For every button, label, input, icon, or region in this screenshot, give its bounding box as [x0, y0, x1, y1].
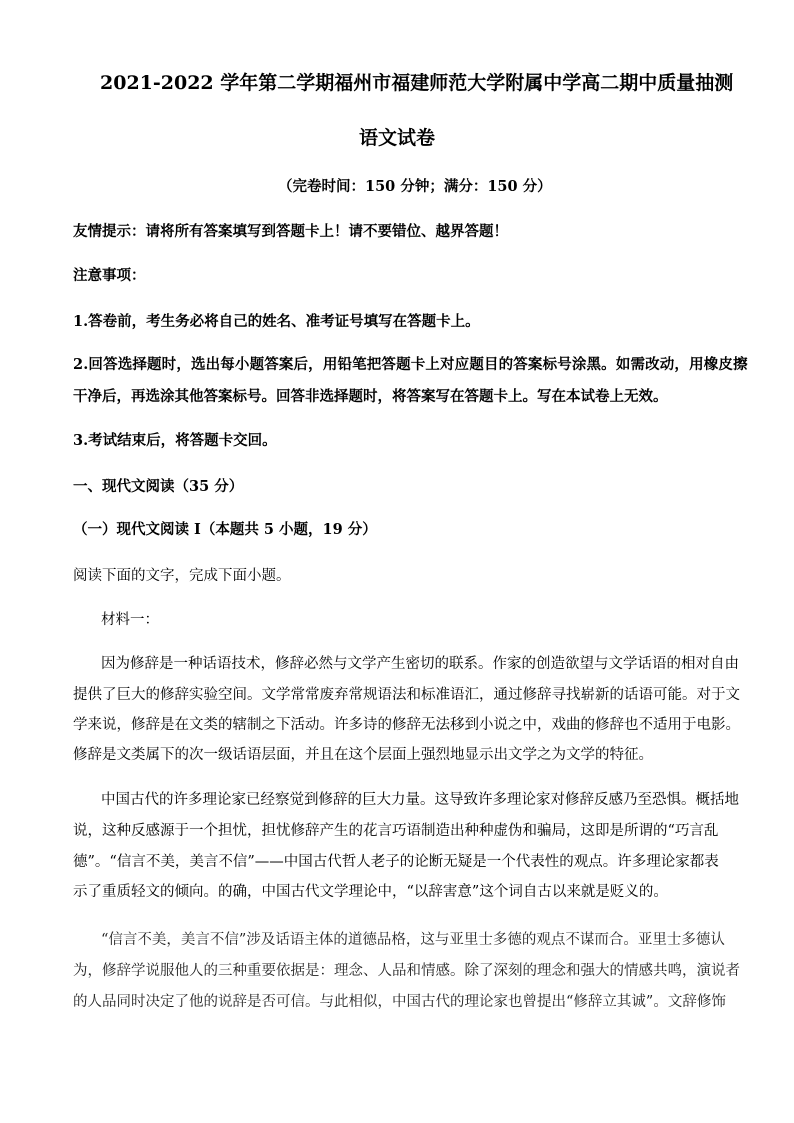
reminder-text: 友情提示：请将所有答案填写到答题卡上！请不要错位、越界答题！	[73, 223, 508, 240]
paragraph-2-line-3: 德”。“信言不美，美言不信”——中国古代哲人老子的论断无疑是一个代表性的观点。许多理论家都表	[73, 854, 719, 870]
section-heading: 一、现代文阅读（35 分）	[73, 478, 244, 495]
time-note: （完卷时间：150 分钟；满分：150 分）	[278, 178, 552, 195]
note-item-3: 3.考试结束后，将答题卡交回。	[73, 432, 277, 449]
note-item-1: 1.答卷前，考生务必将自己的姓名、准考证号填写在答题卡上。	[73, 313, 480, 330]
paragraph-1-line-3: 学来说，修辞是在文类的辖制之下活动。许多诗的修辞无法移到小说之中，戏曲的修辞也不适用于电影。	[73, 717, 740, 733]
section-subheading: （一）现代文阅读 I（本题共 5 小题，19 分）	[73, 521, 377, 538]
paragraph-2-line-4: 示了重质轻文的倾向。的确，中国古代文学理论中，“以辞害意”这个词自古以来就是贬义的。	[73, 884, 668, 900]
paragraph-1-line-1: 因为修辞是一种话语技术，修辞必然与文学产生密切的联系。作家的创造欲望与文学话语的相对自由	[101, 656, 739, 672]
paragraph-2-line-2: 说，这种反感源于一个担忧，担忧修辞产生的花言巧语制造出种种虚伪和骗局，这即是所谓的“巧言乱	[73, 823, 719, 839]
exam-subtitle: 语文试卷	[359, 127, 436, 149]
note-item-2-line-1: 2.回答选择题时，选出每小题答案后，用铅笔把答题卡上对应题目的答案标号涂黑。如需改动，用橡皮擦	[73, 356, 748, 373]
paragraph-3-line-1: “信言不美，美言不信”涉及话语主体的道德品格，这与亚里士多德的观点不谋而合。亚里士多德认	[101, 932, 725, 948]
material-label: 材料一：	[101, 612, 159, 628]
note-item-2-line-2: 干净后，再选涂其他答案标号。回答非选择题时，将答案写在答题卡上。写在本试卷上无效。	[73, 388, 668, 405]
reading-instruction: 阅读下面的文字，完成下面小题。	[73, 568, 291, 584]
paragraph-1-line-2: 提供了巨大的修辞实验空间。文学常常废弃常规语法和标准语汇，通过修辞寻找崭新的话语可能。对于文	[73, 687, 740, 703]
paragraph-1-line-4: 修辞是文类属下的次一级话语层面，并且在这个层面上强烈地显示出文学之为文学的特征。	[73, 747, 653, 763]
exam-title: 2021-2022 学年第二学期福州市福建师范大学附属中学高二期中质量抽测	[100, 72, 734, 94]
paragraph-3-line-3: 的人品同时决定了他的说辞是否可信。与此相似，中国古代的理论家也曾提出“修辞立其诚”。文辞修饰	[73, 994, 726, 1010]
notes-heading: 注意事项：	[73, 267, 146, 284]
paragraph-3-line-2: 为，修辞学说服他人的三种重要依据是：理念、人品和情感。除了深刻的理念和强大的情感共鸣，演说者	[73, 963, 740, 979]
paragraph-2-line-1: 中国古代的许多理论家已经察觉到修辞的巨大力量。这导致许多理论家对修辞反感乃至恐惧。概括地	[101, 792, 739, 808]
